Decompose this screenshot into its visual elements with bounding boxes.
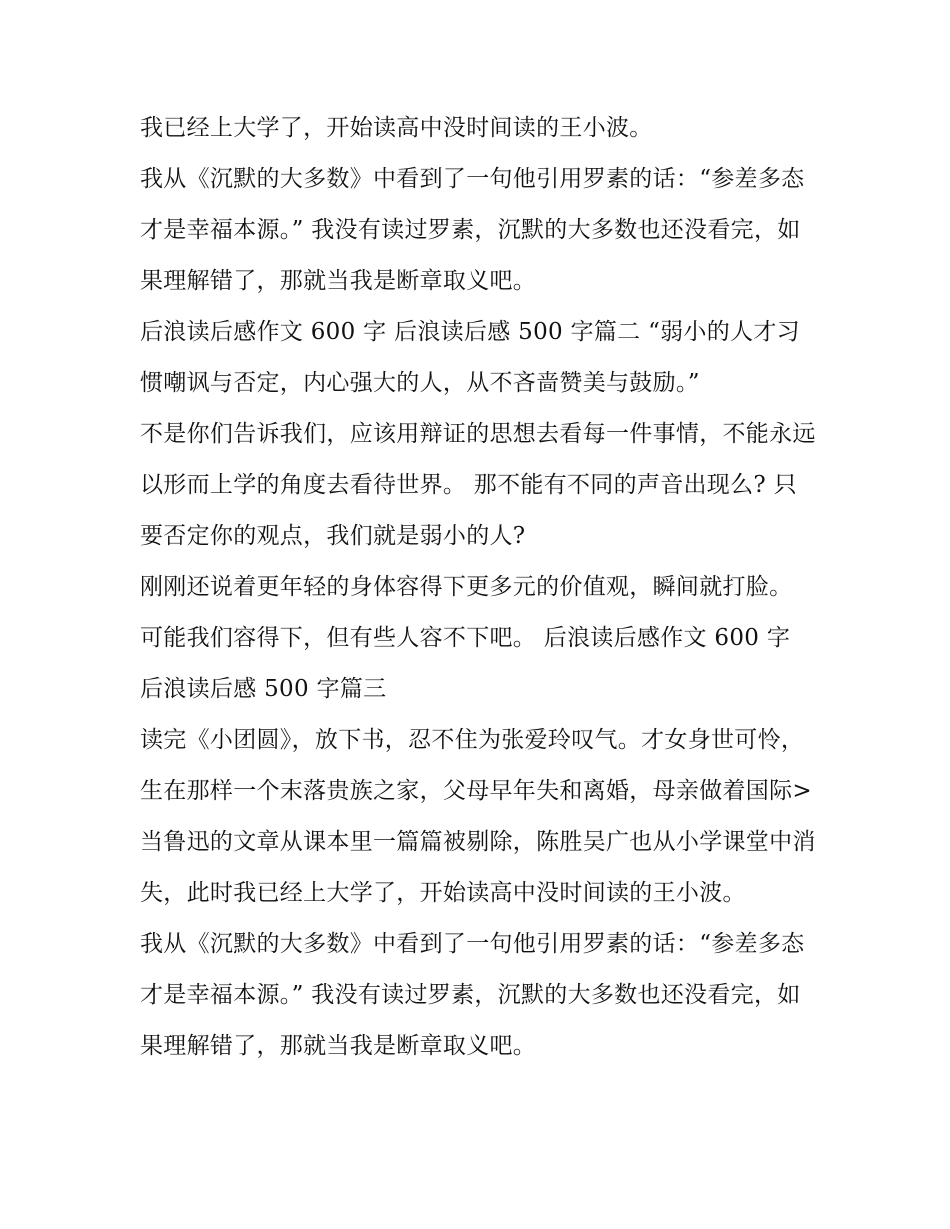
document-body <box>140 103 820 1072</box>
paragraph: 不是你们告诉我们，应该用辩证的思想去看每一件事情，不能永远以形而上学的角度去看待世界。 那不能有不同的声音出现么? 只要否定你的观点，我们就是弱小的人? <box>140 421 816 549</box>
paragraph: 我已经上大学了，开始读高中没时间读的王小波。 <box>140 115 653 141</box>
paragraph: 我从《沉默的大多数》中看到了一句他引用罗素的话：“参差多态才是幸福本源。” 我没有读过罗素，沉默的大多数也还没看完，如果理解错了，那就当我是断章取义吧。 <box>140 166 805 294</box>
paragraph: 读完《小团圆》，放下书，忍不住为张爱玲叹气。才女身世可怜，生在那样一个末落贵族之家，父母早年失和离婚，母亲做着国际>当鲁迅的文章从课本里一篇篇被剔除，陈胜吴广也从小学课堂中消失，此时我已经上大学了，开始读高中没时间读的王小波。 <box>140 727 816 906</box>
paragraph: 刚刚还说着更年轻的身体容得下更多元的价值观，瞬间就打脸。 可能我们容得下，但有些人容不下吧。 后浪读后感作文 600 字 后浪读后感 500 字篇三 <box>140 574 793 702</box>
paragraph: 我从《沉默的大多数》中看到了一句他引用罗素的话：“参差多态才是幸福本源。” 我没有读过罗素，沉默的大多数也还没看完，如果理解错了，那就当我是断章取义吧。 <box>140 931 805 1059</box>
paragraph: 后浪读后感作文 600 字 后浪读后感 500 字篇二 “弱小的人才习惯嘲讽与否定，内心强大的人，从不吝啬赞美与鼓励。” <box>140 319 800 396</box>
